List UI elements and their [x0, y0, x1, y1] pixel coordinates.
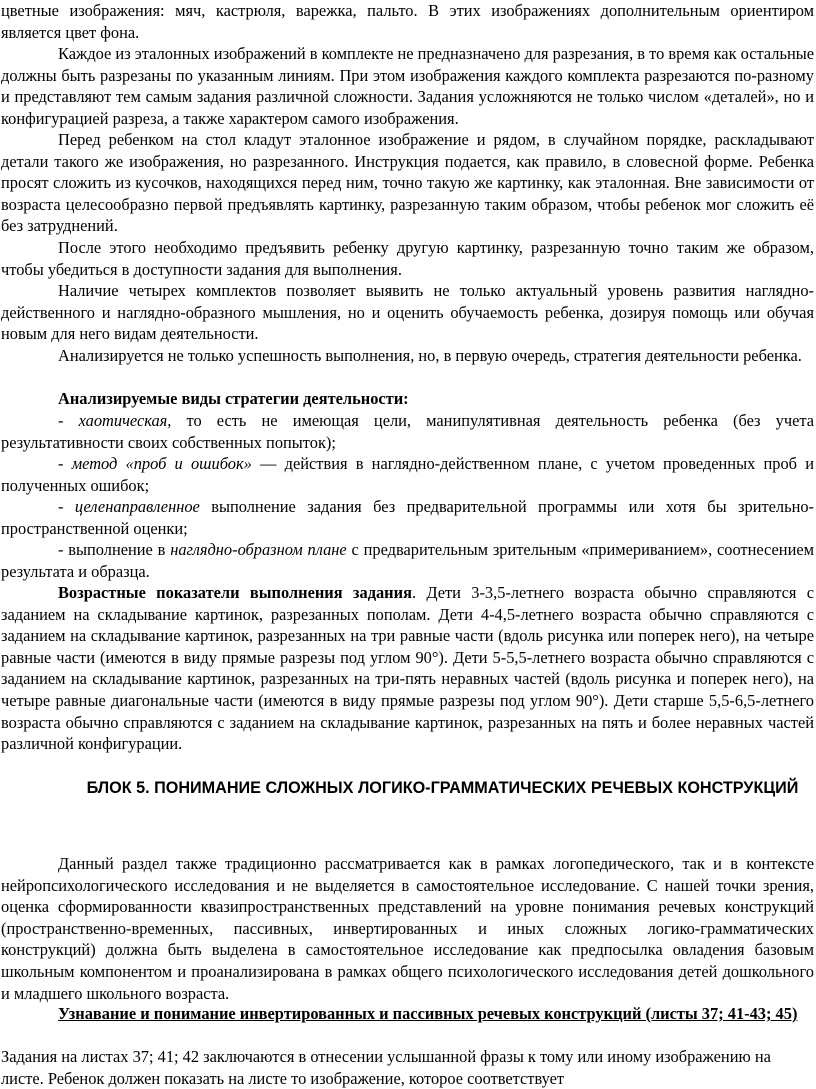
strategy-dash: - — [58, 454, 72, 473]
strategy-types-heading: Анализируемые виды стратегии деятельности: — [58, 389, 409, 408]
strategy-prefix: - выполнение в — [58, 540, 171, 559]
paragraph-procedure: Перед ребенком на стол кладут эталонное изображение и рядом, в случайном порядке, раскладывают детали такого же изображения, но разрезанного. Инструкция подается, как правило, в словесной форме. Ребенка просят сложить из кусочков, находящихся перед ним, точно такую же картинку, как эталонная. Вне зависимости от возраста целесообразно первой предъявлять картинку, разрезанную таким образом, чтобы ребенок мог сложить её без затруднений. — [1, 130, 814, 236]
strategy-term: хаотическая, — [78, 411, 172, 430]
paragraph-reference-images: Каждое из эталонных изображений в комплекте не предназначено для разрезания, в то время как остальные должны быть разрезаны по указанным линиям. При этом изображения каждого комплекта разрезаются по-разному и представляют тем самым задания различной сложности. Задания усложняются не только числом «деталей», но и конфигурацией разреза, а также характером самого изображения. — [1, 44, 815, 128]
strategy-term: метод «проб и ошибок» — [71, 454, 252, 473]
paragraph-second-picture: После этого необходимо предъявить ребенку другую картинку, разрезанную точно таким же образом, чтобы убедиться в доступности задания для выполнения. — [1, 238, 814, 279]
strategy-item-trial-error — [1, 453, 814, 496]
paragraph-strategy-analysis: Анализируется не только успешность выполнения, но, в первую очередь, стратегия деятельности ребенка. — [58, 346, 802, 365]
paragraph-intro-continuation: цветные изображения: мяч, кастрюля, варежка, пальто. В этих изображениях дополнительным ориентиром является цвет фона. — [1, 1, 814, 42]
strategy-description: с предварительным зрительным «примериванием», соотнесением результата и образца. — [1, 540, 814, 581]
age-indicators-heading: Возрастные показатели выполнения задания — [58, 583, 412, 602]
subsection-title: Узнавание и понимание инвертированных и пассивных речевых конструкций (листы 37; 41-43; 45) — [58, 1004, 798, 1023]
strategy-item-purposeful — [1, 496, 814, 539]
strategy-description: то есть не имеющая цели, манипулятивная деятельность ребенка (без учета результативности своих собственных попыток); — [1, 411, 814, 452]
strategy-term: целенаправленное — [74, 497, 200, 516]
block5-title: БЛОК 5. ПОНИМАНИЕ СЛОЖНЫХ ЛОГИКО-ГРАММАТИЧЕСКИХ РЕЧЕВЫХ КОНСТРУКЦИЙ — [86, 779, 799, 797]
strategy-description: выполнение задания без предварительной программы или хотя бы зрительно-пространственной оценки; — [1, 497, 814, 538]
strategy-description: — действия в наглядно-действенном плане, с учетом проведенных проб и полученных ошибок; — [1, 454, 814, 495]
strategy-dash: - — [58, 411, 79, 430]
paragraph-age-indicators — [1, 582, 814, 755]
paragraph-block5-intro: Данный раздел также традиционно рассматривается как в рамках логопедического, так и в контексте нейропсихологического исследования и не выделяется в самостоятельное исследование. С нашей точки зрения, оценка сформированности квазипространственных представлений на уровне понимания речевых конструкций (пространственно-временных, пассивных, инвертированных и иных сложных логико-грамматических конструкций) должна быть выделена в самостоятельное исследование как предпосылка овладения базовым школьным компонентом и проанализирована в рамках общего психологического исследования детей дошкольного и младшего школьного возраста. — [1, 854, 814, 1003]
strategy-dash: - — [58, 497, 75, 516]
strategy-term: наглядно-образном плане — [170, 540, 347, 559]
strategy-item-chaotic — [1, 410, 814, 453]
paragraph-tasks-description: Задания на листах 37; 41; 42 заключаются в отнесении услышанной фразы к тому или иному изображению на листе. Ребенок должен показать на листе то изображение, которое соответствует — [1, 1047, 771, 1088]
strategy-item-visual — [1, 539, 814, 582]
paragraph-four-sets: Наличие четырех комплектов позволяет выявить не только актуальный уровень развития наглядно-действенного и наглядно-образного мышления, но и оценить обучаемость ребенка, дозируя помощь или обучая новым для него видам деятельности. — [1, 281, 814, 344]
age-indicators-text: . Дети 3-3,5-летнего возраста обычно справляются с заданием на складывание картинок, разрезанных пополам. Дети 4-4,5-летнего возраста обычно справляются с заданием на складывание картинок, разрезанных на три равные части (вдоль рисунка или поперек него), на четыре равные части (имеются в виду прямые разрезы под углом 90°). Дети 5-5,5-летнего возраста обычно справляются с заданием на складывание картинок, разрезанных на три-пять неравных частей (вдоль рисунка и поперек него), на четыре равные диагональные части (имеются в виду прямые разрезы под углом 90°). Дети старше 5,5-6,5-летнего возраста обычно справляются с заданием на складывание картинок, разрезанных на пять и более неравных частей различной конфигурации. — [1, 583, 814, 754]
